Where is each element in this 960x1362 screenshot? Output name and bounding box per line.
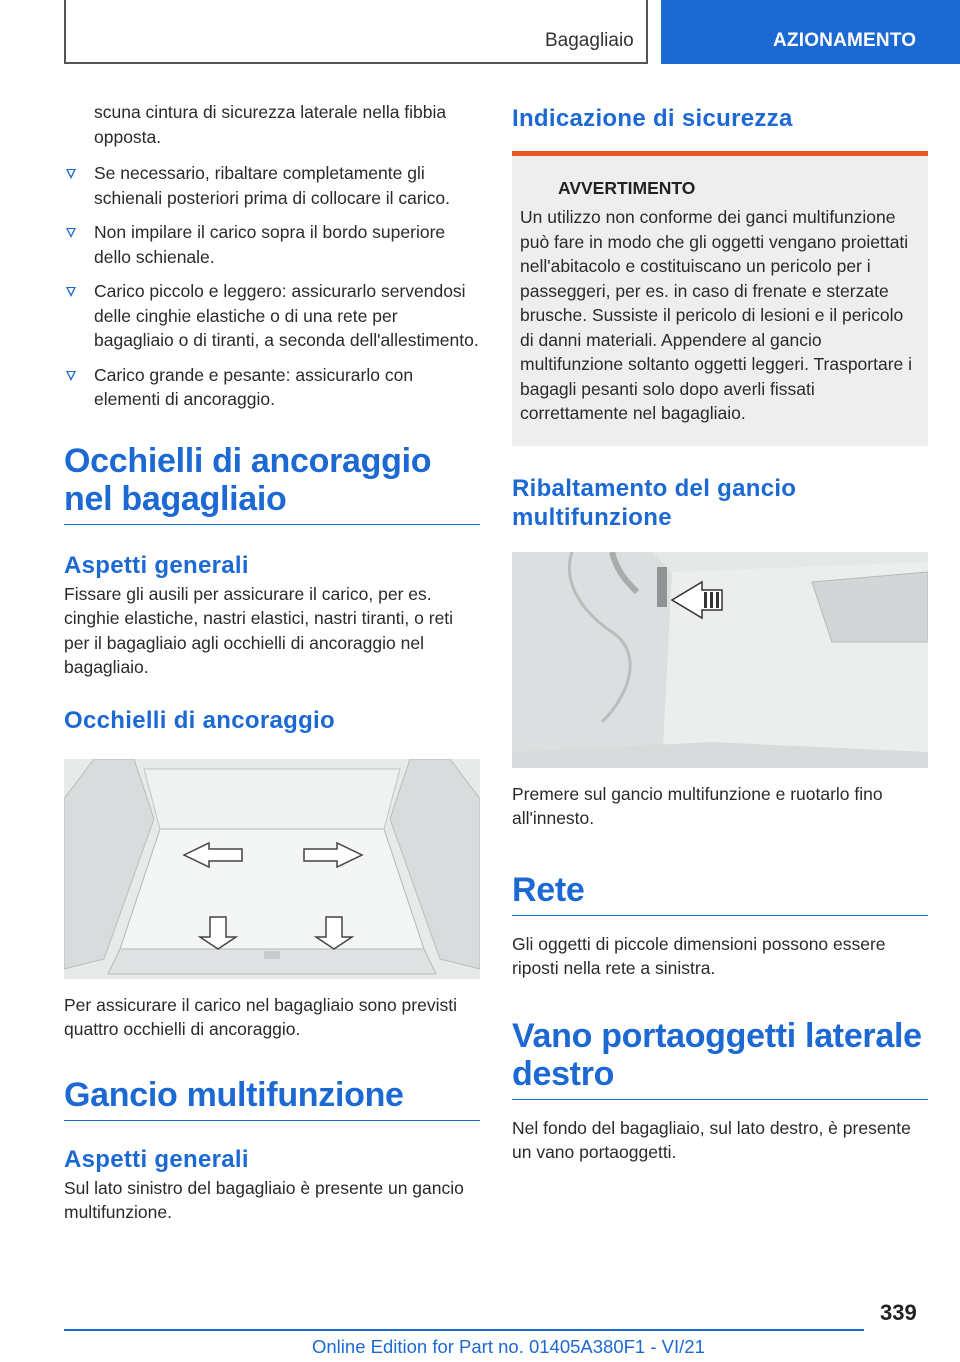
triangle-bullet-icon (66, 228, 76, 238)
heading-anchor-points: Occhielli di ancoraggio (64, 706, 335, 734)
general-text: Fissare gli ausili per assicurare il carico, per es. cinghie elastiche, nastri elastici, nastri tiranti, o reti per il bagagliaio agli occhielli di ancoraggio nel bagagliaio. (64, 583, 454, 677)
footer-rule (64, 1329, 864, 1331)
hook-illustration (512, 552, 928, 768)
list-item: Carico piccolo e leggero: assicurarlo servendosi delle cinghie elastiche o di una rete per bagagliaio o di tiranti, a seconda dell'allestimento. (64, 279, 480, 353)
net-text: Gli oggetti di piccole dimensioni possono essere riposti nella rete a sinistra. (512, 933, 886, 978)
heading-anchor-eyes: Occhielli di ancoraggio nel bagagliaio (64, 442, 480, 525)
trunk-floor-drawing (64, 759, 480, 979)
heading-fold-hook: Ribaltamento del gancio multifunzione (512, 474, 797, 531)
anchor-points-caption: Per assicurare il carico nel bagagliaio sono previsti quattro occhielli di ancoraggio. (64, 994, 457, 1039)
intro-text: scuna cintura di sicurezza laterale nella fibbia opposta. (94, 102, 447, 147)
list-item: Non impilare il carico sopra il bordo superiore dello schienale. (64, 220, 480, 269)
left-column (64, 100, 480, 1225)
heading-hook-general: Aspetti generali (64, 1145, 249, 1173)
trunk-floor-illustration (64, 759, 480, 979)
hook-drawing (512, 552, 928, 768)
triangle-bullet-icon (66, 371, 76, 381)
header-section-title: Bagagliaio (545, 30, 634, 51)
list-item: Carico grande e pesante: assicurarlo con elementi di ancoraggio. (64, 363, 480, 412)
heading-general: Aspetti generali (64, 551, 249, 579)
warning-box (512, 151, 928, 446)
side-compartment-text: Nel fondo del bagagliaio, sul lato destro, è presente un vano portaoggetti. (512, 1117, 911, 1162)
page-number: 339 (880, 1300, 917, 1325)
right-column (512, 100, 928, 1165)
warning-text: Un utilizzo non conforme dei ganci multifunzione può fare in modo che gli oggetti vengano proiettati nell'abitacolo e costituiscano un pericolo per i passeggeri, per es. in caso di frenate e sterzate brusche. Sussiste il pericolo di lesioni e il pericolo di danni materiali. Appendere al gancio multifunzione soltanto oggetti leggeri. Trasportare i bagagli pesanti solo dopo averli fissati correttamente nel bagagliaio. (520, 207, 913, 423)
heading-multi-hook: Gancio multifunzione (64, 1076, 480, 1121)
warning-heading: AVVERTIMENTO (520, 178, 920, 199)
header-chapter-tab[interactable]: AZIONAMENTO (661, 0, 960, 64)
heading-side-compartment: Vano portaoggetti laterale destro (512, 1017, 928, 1100)
triangle-bullet-icon (66, 169, 76, 179)
triangle-bullet-icon (66, 287, 76, 297)
fold-hook-caption: Premere sul gancio multifunzione e ruotarlo fino all'innesto. (512, 783, 883, 828)
list-item: Se necessario, ribaltare completamente gli schienali posteriori prima di collocare il carico. (64, 161, 480, 210)
heading-net: Rete (512, 871, 928, 916)
hook-general-text: Sul lato sinistro del bagagliaio è presente un gancio multifunzione. (64, 1177, 464, 1222)
heading-safety: Indicazione di sicurezza (512, 105, 793, 132)
instruction-list (64, 161, 480, 412)
footer-edition: Online Edition for Part no. 01405A380F1 - VI/21 (312, 1336, 705, 1357)
